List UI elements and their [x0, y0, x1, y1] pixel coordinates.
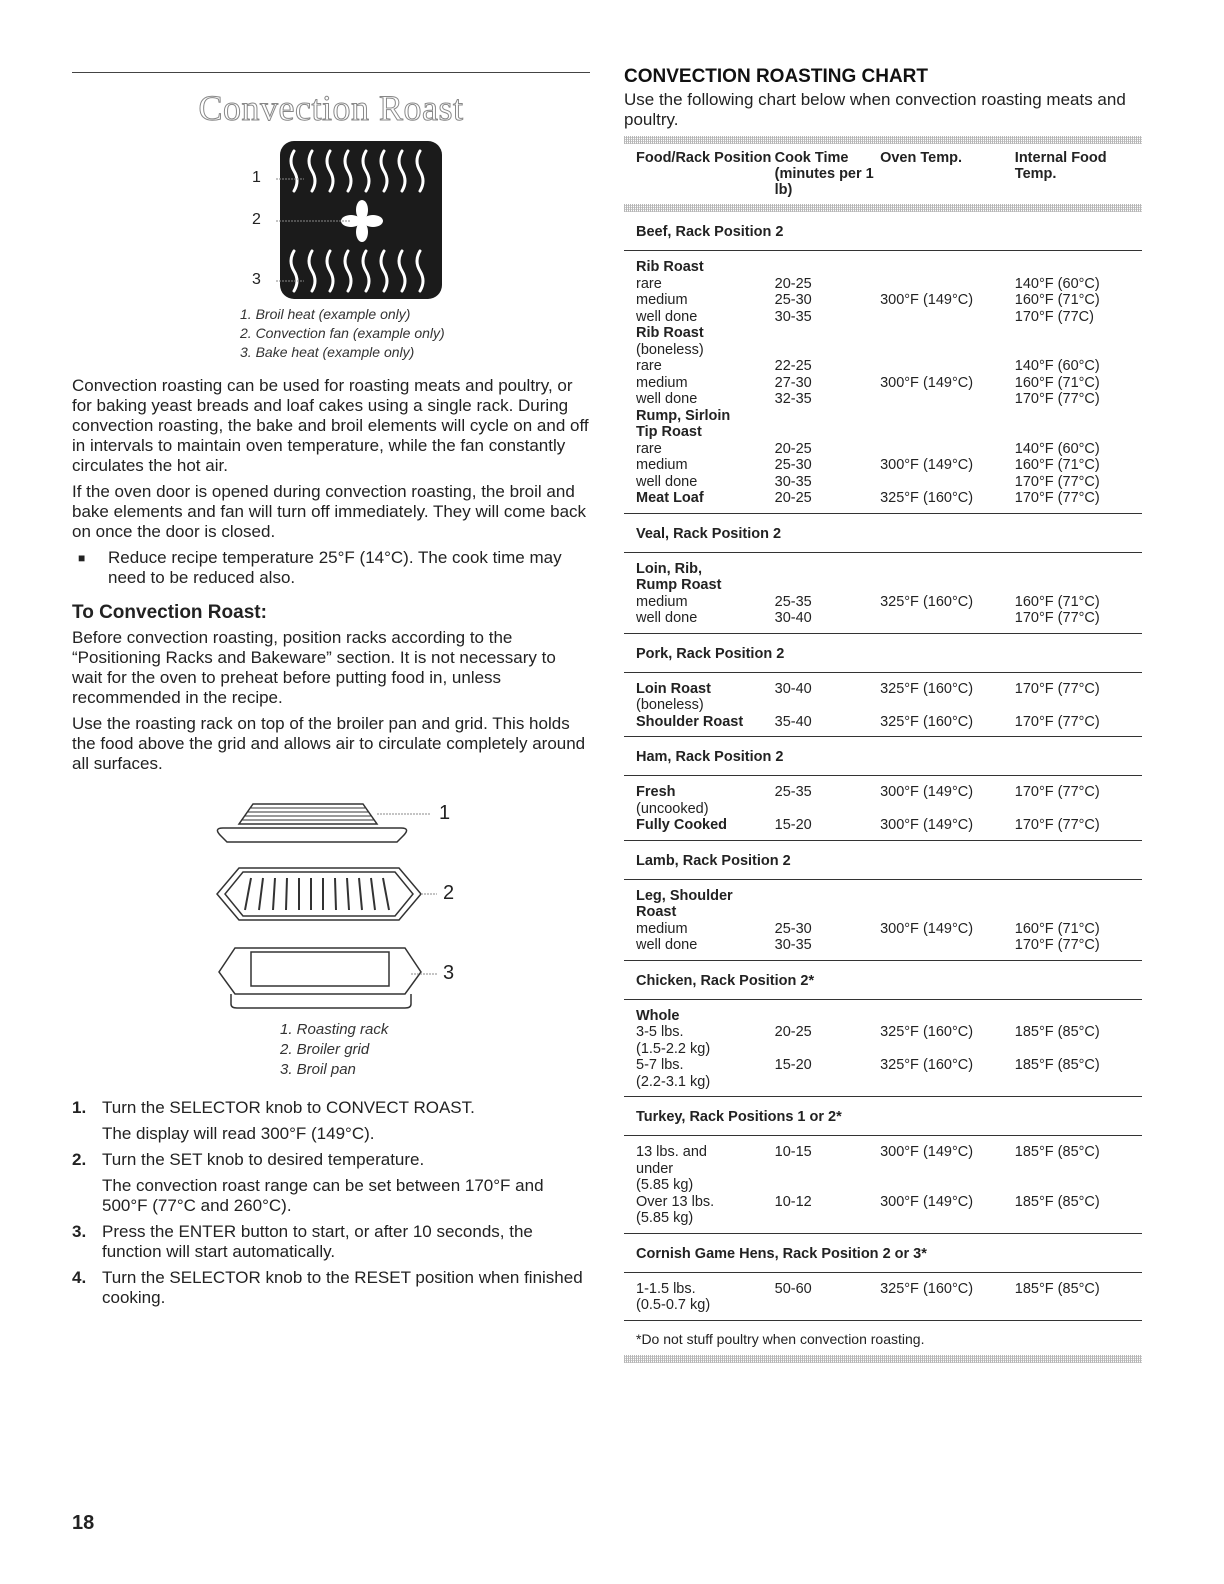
cell-food: well done — [636, 937, 698, 953]
cell-cook-time — [775, 577, 880, 594]
step-text: Turn the SELECTOR knob to CONVECT ROAST. — [102, 1098, 475, 1117]
cell-oven-temp — [880, 259, 1015, 276]
cell-internal-temp: 185°F (85°C) — [1014, 1193, 1100, 1210]
cell-food: Fully Cooked — [636, 817, 728, 833]
cell-oven-temp — [880, 391, 1015, 408]
table-row — [636, 474, 1130, 491]
chart-title: CONVECTION ROASTING CHART — [624, 66, 928, 87]
table-row — [636, 408, 1130, 425]
section-rows — [624, 1000, 1142, 1098]
cell-internal-temp: 170°F (77°C) — [1014, 937, 1100, 953]
step-item — [72, 1222, 590, 1262]
cell-cook-time: 32-35 — [774, 391, 812, 407]
rack-label-2: 2 — [443, 882, 455, 904]
cell-oven-temp — [880, 610, 1015, 627]
cell-oven-temp — [880, 408, 1015, 425]
cell-internal-temp — [1015, 424, 1130, 441]
cell-food: Loin, Rib, — [636, 560, 703, 577]
cell-internal-temp: 140°F (60°C) — [1014, 358, 1100, 374]
cell-internal-temp: 160°F (71°C) — [1014, 457, 1100, 473]
cell-food: Rump, Sirloin — [636, 407, 731, 424]
cell-food: 1-1.5 lbs. — [636, 1280, 696, 1297]
cell-internal-temp — [1015, 577, 1130, 594]
cell-oven-temp — [880, 1041, 1015, 1058]
cell-oven-temp: 325°F (160°C) — [880, 490, 974, 506]
cell-cook-time — [775, 259, 880, 276]
stipple-divider — [624, 136, 1142, 144]
cell-food: medium — [636, 457, 688, 473]
cell-cook-time: 50-60 — [774, 1280, 812, 1297]
cell-oven-temp — [880, 1210, 1015, 1227]
cell-oven-temp — [880, 325, 1015, 342]
cell-internal-temp: 140°F (60°C) — [1014, 440, 1100, 457]
paragraph: Convection roasting can be used for roasting meats and poultry, or for baking yeast breads and loaf cakes using a single rack. During convection roasting, the bake and broil elements will cycle on and off in intervals to maintain oven temperature, while the fan constantly circulates the hot air. — [72, 376, 589, 475]
cell-cook-time: 25-30 — [774, 920, 812, 937]
table-row — [636, 342, 1130, 359]
cell-cook-time: 25-35 — [774, 593, 812, 610]
table-row — [636, 577, 1130, 594]
cell-food: medium — [636, 374, 688, 391]
cell-oven-temp — [880, 276, 1015, 293]
cell-food: Over 13 lbs. — [636, 1193, 715, 1210]
bullet-square-icon: ■ — [78, 551, 86, 565]
table-row — [636, 937, 1130, 954]
cell-oven-temp — [880, 561, 1015, 578]
step-subtext: The display will read 300°F (149°C). — [102, 1124, 375, 1143]
cell-internal-temp — [1015, 1161, 1130, 1178]
cell-food: Meat Loaf — [636, 490, 704, 506]
cell-food: Rump Roast — [636, 577, 722, 593]
cell-internal-temp: 170°F (77°C) — [1014, 473, 1100, 490]
table-header — [624, 144, 1142, 204]
table-row — [636, 888, 1130, 905]
table-row — [636, 1194, 1130, 1211]
cell-food: rare — [636, 275, 662, 292]
cell-food: (uncooked) — [636, 800, 709, 817]
table-row — [636, 1210, 1130, 1227]
table-row — [636, 1041, 1130, 1058]
cell-oven-temp — [880, 904, 1015, 921]
rack-captions — [72, 1020, 590, 1080]
cell-internal-temp: 160°F (71°C) — [1014, 292, 1100, 308]
cell-cook-time — [775, 904, 880, 921]
oven-label-3: 3 — [252, 271, 261, 288]
left-column — [72, 72, 590, 1314]
cell-internal-temp — [1015, 259, 1130, 276]
table-row — [636, 594, 1130, 611]
cell-oven-temp — [880, 358, 1015, 375]
oven-diagram — [166, 141, 496, 301]
cell-cook-time: 30-40 — [774, 680, 812, 697]
caption-line: 2. Convection fan (example only) — [240, 325, 445, 341]
cell-oven-temp — [880, 1008, 1015, 1025]
cell-internal-temp: 170°F (77°C) — [1014, 610, 1100, 626]
table-row — [636, 375, 1130, 392]
table-row — [636, 714, 1130, 731]
cell-food: well done — [636, 473, 698, 490]
section-heading: Turkey, Rack Positions 1 or 2* — [624, 1097, 1142, 1136]
caption-line: 2. Broiler grid — [280, 1041, 370, 1058]
paragraph: Use the roasting rack on top of the broiler pan and grid. This holds the food above the grid and allows air to circulate completely around all surfaces. — [72, 714, 586, 773]
cell-oven-temp: 325°F (160°C) — [880, 1280, 974, 1297]
section-rows — [624, 880, 1142, 961]
cell-oven-temp: 300°F (149°C) — [880, 1144, 974, 1160]
cell-internal-temp: 170°F (77°C) — [1014, 490, 1100, 506]
cell-internal-temp: 170°F (77°C) — [1014, 680, 1100, 697]
table-row — [636, 1144, 1130, 1161]
rack-diagram — [181, 798, 481, 1012]
oven-captions — [72, 305, 590, 362]
cell-oven-temp — [880, 577, 1015, 594]
cell-food: medium — [636, 292, 688, 308]
step-number: 2. — [72, 1150, 87, 1169]
cell-cook-time — [775, 424, 880, 441]
broiler-pan-illustration — [181, 798, 481, 1012]
cell-cook-time: 30-40 — [774, 610, 812, 626]
table-row — [636, 697, 1130, 714]
cell-internal-temp — [1015, 1297, 1130, 1314]
cell-cook-time: 20-25 — [774, 1024, 812, 1040]
table-row — [636, 391, 1130, 408]
cell-oven-temp — [880, 1177, 1015, 1194]
cell-oven-temp — [880, 441, 1015, 458]
cell-food: Whole — [636, 1007, 680, 1024]
cell-oven-temp: 300°F (149°C) — [880, 374, 974, 391]
cell-food: Loin Roast — [636, 680, 711, 697]
table-row — [636, 561, 1130, 578]
cell-oven-temp — [880, 937, 1015, 954]
table-row — [636, 490, 1130, 507]
cell-internal-temp — [1015, 1008, 1130, 1025]
table-row — [636, 276, 1130, 293]
table-row — [636, 610, 1130, 627]
cell-cook-time — [775, 342, 880, 359]
cell-internal-temp: 185°F (85°C) — [1014, 1280, 1100, 1297]
cell-cook-time: 30-35 — [774, 308, 812, 325]
cell-cook-time: 10-12 — [774, 1193, 812, 1210]
cell-oven-temp — [880, 1161, 1015, 1178]
cell-food: Shoulder Roast — [636, 713, 744, 730]
caption-line: 3. Broil pan — [280, 1061, 356, 1078]
cell-oven-temp — [880, 1297, 1015, 1314]
table-row — [636, 1024, 1130, 1041]
section-rows — [624, 673, 1142, 738]
section-heading: Veal, Rack Position 2 — [624, 514, 1142, 553]
cell-internal-temp — [1015, 1074, 1130, 1091]
cell-food: Tip Roast — [636, 424, 702, 440]
page-number: 18 — [72, 1512, 95, 1534]
section-rows — [624, 776, 1142, 841]
cell-food: 3-5 lbs. — [636, 1024, 684, 1040]
cell-internal-temp: 160°F (71°C) — [1014, 920, 1100, 937]
cell-food: Leg, Shoulder — [636, 887, 733, 904]
cell-oven-temp: 300°F (149°C) — [880, 292, 974, 308]
cell-cook-time: 15-20 — [774, 817, 812, 833]
table-row — [636, 358, 1130, 375]
table-row — [636, 921, 1130, 938]
cell-internal-temp: 170°F (77°C) — [1014, 817, 1100, 833]
rack-label-3: 3 — [443, 962, 455, 984]
cell-internal-temp — [1015, 1041, 1130, 1058]
roasting-chart — [624, 66, 1142, 1363]
caption-line: 1. Roasting rack — [280, 1021, 389, 1038]
cell-food: (5.85 kg) — [636, 1177, 694, 1193]
paragraph: Before convection roasting, position racks according to the “Positioning Racks and Bakeware” section. It is not necessary to wait for the oven to preheat before putting food in, unless recommended in the recipe. — [72, 628, 556, 707]
cell-food: (boneless) — [636, 697, 704, 713]
cell-oven-temp — [880, 1074, 1015, 1091]
top-rule — [72, 72, 590, 73]
header-food: Food/Rack Position — [636, 150, 772, 166]
caption-line: 1. Broil heat (example only) — [240, 306, 411, 322]
step-number: 4. — [72, 1268, 87, 1287]
cell-oven-temp: 300°F (149°C) — [880, 1193, 974, 1210]
cell-cook-time: 20-25 — [774, 440, 812, 457]
section-heading: Beef, Rack Position 2 — [624, 212, 1142, 251]
cell-food: Rib Roast — [636, 325, 704, 341]
cell-food: 13 lbs. and — [636, 1144, 707, 1160]
table-row — [636, 441, 1130, 458]
cell-internal-temp — [1015, 697, 1130, 714]
cell-cook-time — [775, 1210, 880, 1227]
cell-internal-temp — [1015, 801, 1130, 818]
cell-oven-temp — [880, 697, 1015, 714]
cell-food: Rib Roast — [636, 259, 704, 275]
cell-internal-temp: 140°F (60°C) — [1014, 275, 1100, 292]
cell-internal-temp — [1015, 1210, 1130, 1227]
cell-internal-temp — [1015, 325, 1130, 342]
cell-oven-temp: 325°F (160°C) — [880, 680, 974, 697]
table-row — [636, 1057, 1130, 1074]
cell-food: under — [636, 1160, 674, 1177]
cell-oven-temp — [880, 342, 1015, 359]
cell-cook-time: 10-15 — [774, 1144, 812, 1160]
cell-oven-temp — [880, 888, 1015, 905]
section-rows — [624, 553, 1142, 634]
steps-list — [72, 1098, 590, 1308]
step-number: 1. — [72, 1098, 87, 1117]
footnote: *Do not stuff poultry when convection roasting. — [636, 1330, 925, 1347]
cell-cook-time — [775, 1297, 880, 1314]
cell-food: (5.85 kg) — [636, 1210, 694, 1226]
cell-food: 5-7 lbs. — [636, 1057, 684, 1073]
cell-internal-temp — [1015, 904, 1130, 921]
step-number: 3. — [72, 1222, 87, 1241]
cell-oven-temp — [880, 474, 1015, 491]
step-subtext: The convection roast range can be set between 170°F and 500°F (77°C and 260°C). — [102, 1176, 544, 1215]
cell-cook-time — [775, 408, 880, 425]
chart-intro: Use the following chart below when convection roasting meats and poultry. — [624, 90, 1126, 129]
cell-cook-time — [775, 801, 880, 818]
table-row — [636, 309, 1130, 326]
cell-internal-temp: 170°F (77°C) — [1014, 784, 1100, 800]
cell-internal-temp — [1015, 1177, 1130, 1194]
cell-cook-time — [775, 888, 880, 905]
rack-label-1: 1 — [439, 802, 451, 824]
step-text: Turn the SELECTOR knob to the RESET position when finished cooking. — [102, 1268, 583, 1307]
cell-cook-time — [775, 561, 880, 578]
stipple-divider — [624, 1355, 1142, 1363]
chart-sections — [624, 212, 1142, 1321]
section-heading: Chicken, Rack Position 2* — [624, 961, 1142, 1000]
bullet-text: Reduce recipe temperature 25°F (14°C). The cook time may need to be reduced also. — [108, 548, 562, 587]
cell-food: (0.5-0.7 kg) — [636, 1297, 711, 1313]
cell-internal-temp: 185°F (85°C) — [1014, 1144, 1100, 1160]
cell-cook-time: 22-25 — [774, 358, 812, 374]
table-row — [636, 424, 1130, 441]
section-rows — [624, 251, 1142, 514]
step-text: Turn the SET knob to desired temperature. — [102, 1150, 425, 1169]
cell-oven-temp: 325°F (160°C) — [880, 593, 974, 610]
cell-food: Roast — [636, 904, 677, 920]
cell-food: well done — [636, 391, 698, 407]
cell-food: rare — [636, 358, 662, 374]
paragraph: If the oven door is opened during convection roasting, the broil and bake elements and fan will turn off immediately. They will come back on once the door is closed. — [72, 482, 587, 541]
cell-cook-time — [775, 1008, 880, 1025]
oven-illustration — [166, 141, 496, 301]
cell-cook-time: 35-40 — [774, 713, 812, 730]
cell-internal-temp: 160°F (71°C) — [1014, 593, 1100, 610]
subheading: To Convection Roast: — [72, 602, 267, 623]
step-item — [72, 1268, 590, 1308]
step-text: Press the ENTER button to start, or after 10 seconds, the function will start automatically. — [102, 1222, 533, 1261]
section-heading: Ham, Rack Position 2 — [624, 737, 1142, 776]
cell-food: well done — [636, 610, 698, 626]
section-rows — [624, 1136, 1142, 1234]
cell-oven-temp: 300°F (149°C) — [880, 817, 974, 833]
cell-cook-time: 20-25 — [774, 275, 812, 292]
table-row — [636, 801, 1130, 818]
step-item — [72, 1150, 590, 1216]
stipple-divider — [624, 204, 1142, 212]
cell-oven-temp: 300°F (149°C) — [880, 920, 974, 937]
cell-internal-temp — [1015, 888, 1130, 905]
section-heading: Cornish Game Hens, Rack Position 2 or 3* — [624, 1234, 1142, 1273]
cell-internal-temp: 170°F (77°C) — [1014, 391, 1100, 407]
header-internal-temp: Internal Food Temp. — [1014, 150, 1107, 182]
table-row — [636, 681, 1130, 698]
oven-label-1: 1 — [252, 169, 261, 186]
cell-food: rare — [636, 440, 662, 457]
cell-cook-time: 20-25 — [774, 490, 812, 506]
oven-label-2: 2 — [252, 211, 261, 228]
table-row — [636, 1297, 1130, 1314]
cell-oven-temp — [880, 309, 1015, 326]
table-row — [636, 292, 1130, 309]
cell-internal-temp: 185°F (85°C) — [1014, 1057, 1100, 1073]
cell-oven-temp: 300°F (149°C) — [880, 457, 974, 473]
cell-internal-temp: 170°F (77°C) — [1014, 713, 1100, 730]
cell-food: medium — [636, 593, 688, 610]
table-row — [636, 259, 1130, 276]
cell-cook-time: 15-20 — [774, 1057, 812, 1073]
cell-internal-temp — [1015, 561, 1130, 578]
section-heading: Lamb, Rack Position 2 — [624, 841, 1142, 880]
table-row — [636, 817, 1130, 834]
header-cook-time: Cook Time (minutes per 1 lb) — [774, 150, 874, 198]
page-title: Convection Roast — [198, 88, 464, 128]
table-row — [636, 325, 1130, 342]
cell-internal-temp: 160°F (71°C) — [1014, 374, 1100, 391]
cell-cook-time — [775, 1177, 880, 1194]
step-item — [72, 1098, 590, 1144]
caption-line: 3. Bake heat (example only) — [240, 344, 415, 360]
cell-oven-temp: 325°F (160°C) — [880, 713, 974, 730]
table-row — [636, 1161, 1130, 1178]
cell-internal-temp — [1015, 342, 1130, 359]
cell-oven-temp: 325°F (160°C) — [880, 1057, 974, 1073]
cell-cook-time: 25-30 — [774, 457, 812, 473]
cell-oven-temp: 300°F (149°C) — [880, 784, 974, 800]
cell-oven-temp — [880, 801, 1015, 818]
table-row — [636, 1177, 1130, 1194]
table-row — [636, 784, 1130, 801]
cell-food: (2.2-3.1 kg) — [636, 1073, 711, 1090]
cell-food: (boneless) — [636, 341, 704, 358]
cell-cook-time: 30-35 — [774, 937, 812, 953]
cell-cook-time — [775, 325, 880, 342]
cell-cook-time — [775, 1041, 880, 1058]
cell-oven-temp: 325°F (160°C) — [880, 1024, 974, 1040]
cell-oven-temp — [880, 424, 1015, 441]
cell-internal-temp: 185°F (85°C) — [1014, 1024, 1100, 1040]
cell-internal-temp — [1015, 408, 1130, 425]
cell-cook-time: 25-30 — [774, 292, 812, 308]
cell-cook-time: 27-30 — [774, 374, 812, 391]
cell-cook-time — [775, 1074, 880, 1091]
table-row — [636, 904, 1130, 921]
table-row — [636, 1008, 1130, 1025]
section-rows — [624, 1273, 1142, 1321]
section-heading: Pork, Rack Position 2 — [624, 634, 1142, 673]
cell-food: medium — [636, 920, 688, 937]
cell-cook-time — [775, 697, 880, 714]
cell-food: Fresh — [636, 784, 676, 800]
header-oven-temp: Oven Temp. — [880, 150, 962, 166]
cell-food: well done — [636, 308, 698, 325]
table-row — [636, 1281, 1130, 1298]
cell-food: (1.5-2.2 kg) — [636, 1040, 711, 1057]
table-row — [636, 457, 1130, 474]
cell-cook-time: 25-35 — [774, 784, 812, 800]
table-row — [636, 1074, 1130, 1091]
cell-internal-temp: 170°F (77C) — [1014, 308, 1094, 325]
cell-cook-time — [775, 1161, 880, 1178]
cell-cook-time: 30-35 — [774, 473, 812, 490]
bullet-item — [72, 548, 590, 588]
